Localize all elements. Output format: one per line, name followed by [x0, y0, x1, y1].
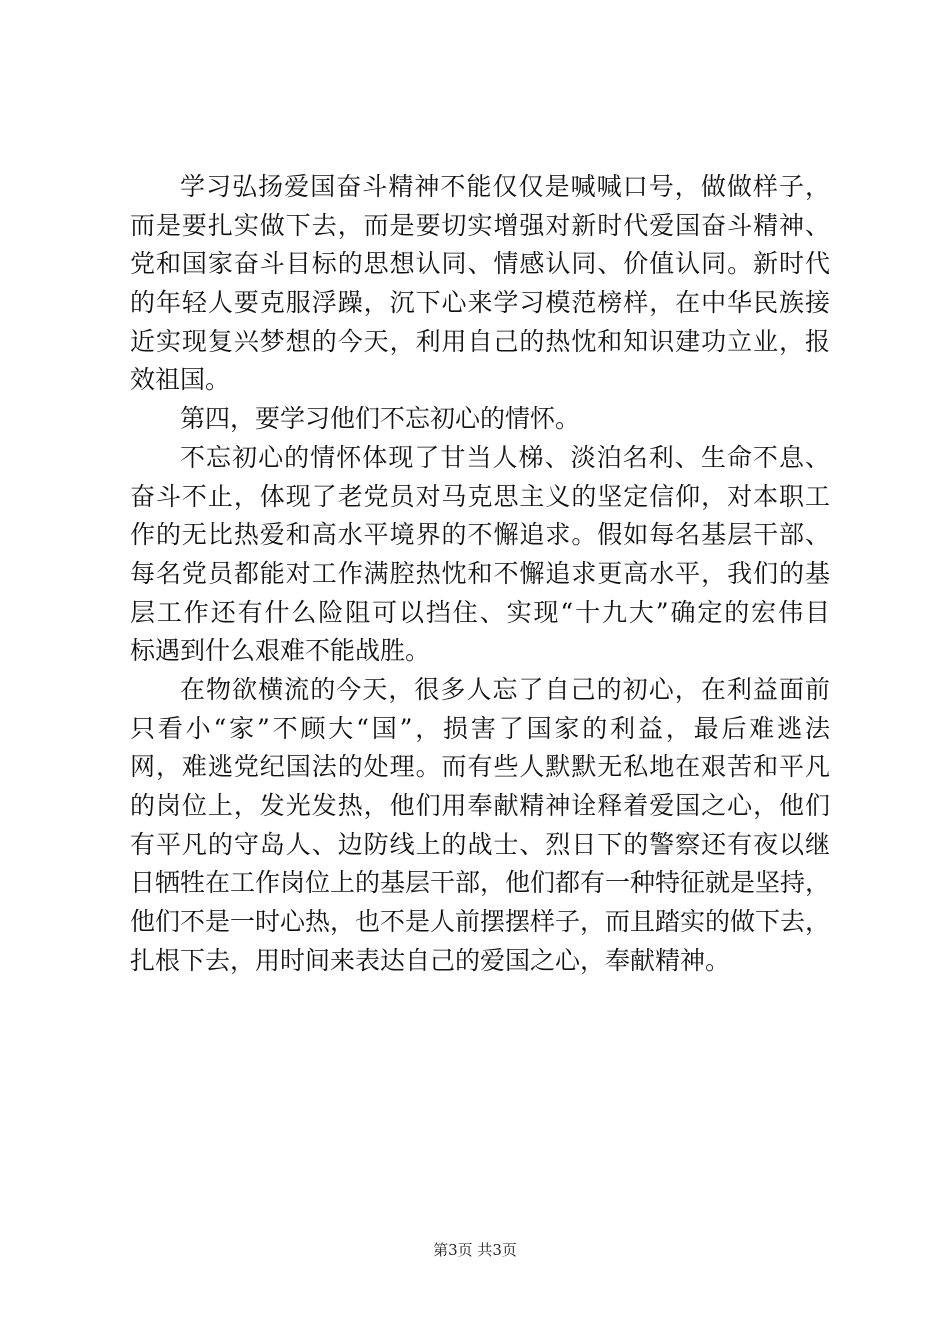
text-line: 每名党员都能对工作满腔热忱和不懈追求更高水平，我们的基	[130, 558, 830, 588]
text-line: 有平凡的守岛人、边防线上的战士、烈日下的警察还有夜以继	[130, 829, 830, 859]
paragraph-1	[130, 168, 830, 400]
text-line: 扎根下去，用时间来表达自己的爱国之心，奉献精神。	[130, 945, 731, 975]
paragraph-4	[130, 671, 830, 981]
text-line: 作的无比热爱和高水平境界的不懈追求。假如每名基层干部、	[130, 520, 830, 550]
text-line: 日牺牲在工作岗位上的基层干部，他们都有一种特征就是坚持，	[130, 868, 831, 898]
text-line: 只看小“家”不顾大“国”，损害了国家的利益，最后难逃法	[130, 713, 830, 743]
text-line: 的岗位上，发光发热，他们用奉献精神诠释着爱国之心，他们	[130, 791, 830, 820]
page-footer: 第3页 共3页	[433, 1241, 517, 1259]
text-line: 网，难逃党纪国法的处理。而有些人默默无私地在艰苦和平凡	[130, 752, 830, 782]
section-heading: 第四，要学习他们不忘初心的情怀。	[180, 404, 581, 434]
text-line: 标遇到什么艰难不能战胜。	[130, 636, 431, 666]
paragraph-2-heading	[130, 400, 830, 439]
text-line: 层工作还有什么险阻可以挡住、实现“十九大”确定的宏伟目	[130, 597, 830, 627]
text-line: 党和国家奋斗目标的思想认同、情感认同、价值认同。新时代	[130, 249, 830, 279]
text-line: 效祖国。	[130, 365, 231, 395]
text-line: 他们不是一时心热，也不是人前摆摆样子，而且踏实的做下去，	[130, 907, 831, 937]
paragraph-3	[130, 439, 830, 671]
text-line: 的年轻人要克服浮躁，沉下心来学习模范榜样，在中华民族接	[130, 288, 830, 318]
text-line: 近实现复兴梦想的今天，利用自己的热忱和知识建功立业，报	[130, 326, 830, 356]
text-line: 奋斗不止，体现了老党员对马克思主义的坚定信仰，对本职工	[130, 481, 830, 511]
text-line: 而是要扎实做下去，而是要切实增强对新时代爱国奋斗精神、	[130, 210, 830, 240]
text-line: 在物欲横流的今天，很多人忘了自己的初心，在利益面前	[180, 674, 830, 704]
document-body	[130, 168, 830, 980]
text-line: 不忘初心的情怀体现了甘当人梯、淡泊名利、生命不息、	[180, 442, 830, 472]
text-line: 学习弘扬爱国奋斗精神不能仅仅是喊喊口号，做做样子，	[180, 172, 830, 201]
